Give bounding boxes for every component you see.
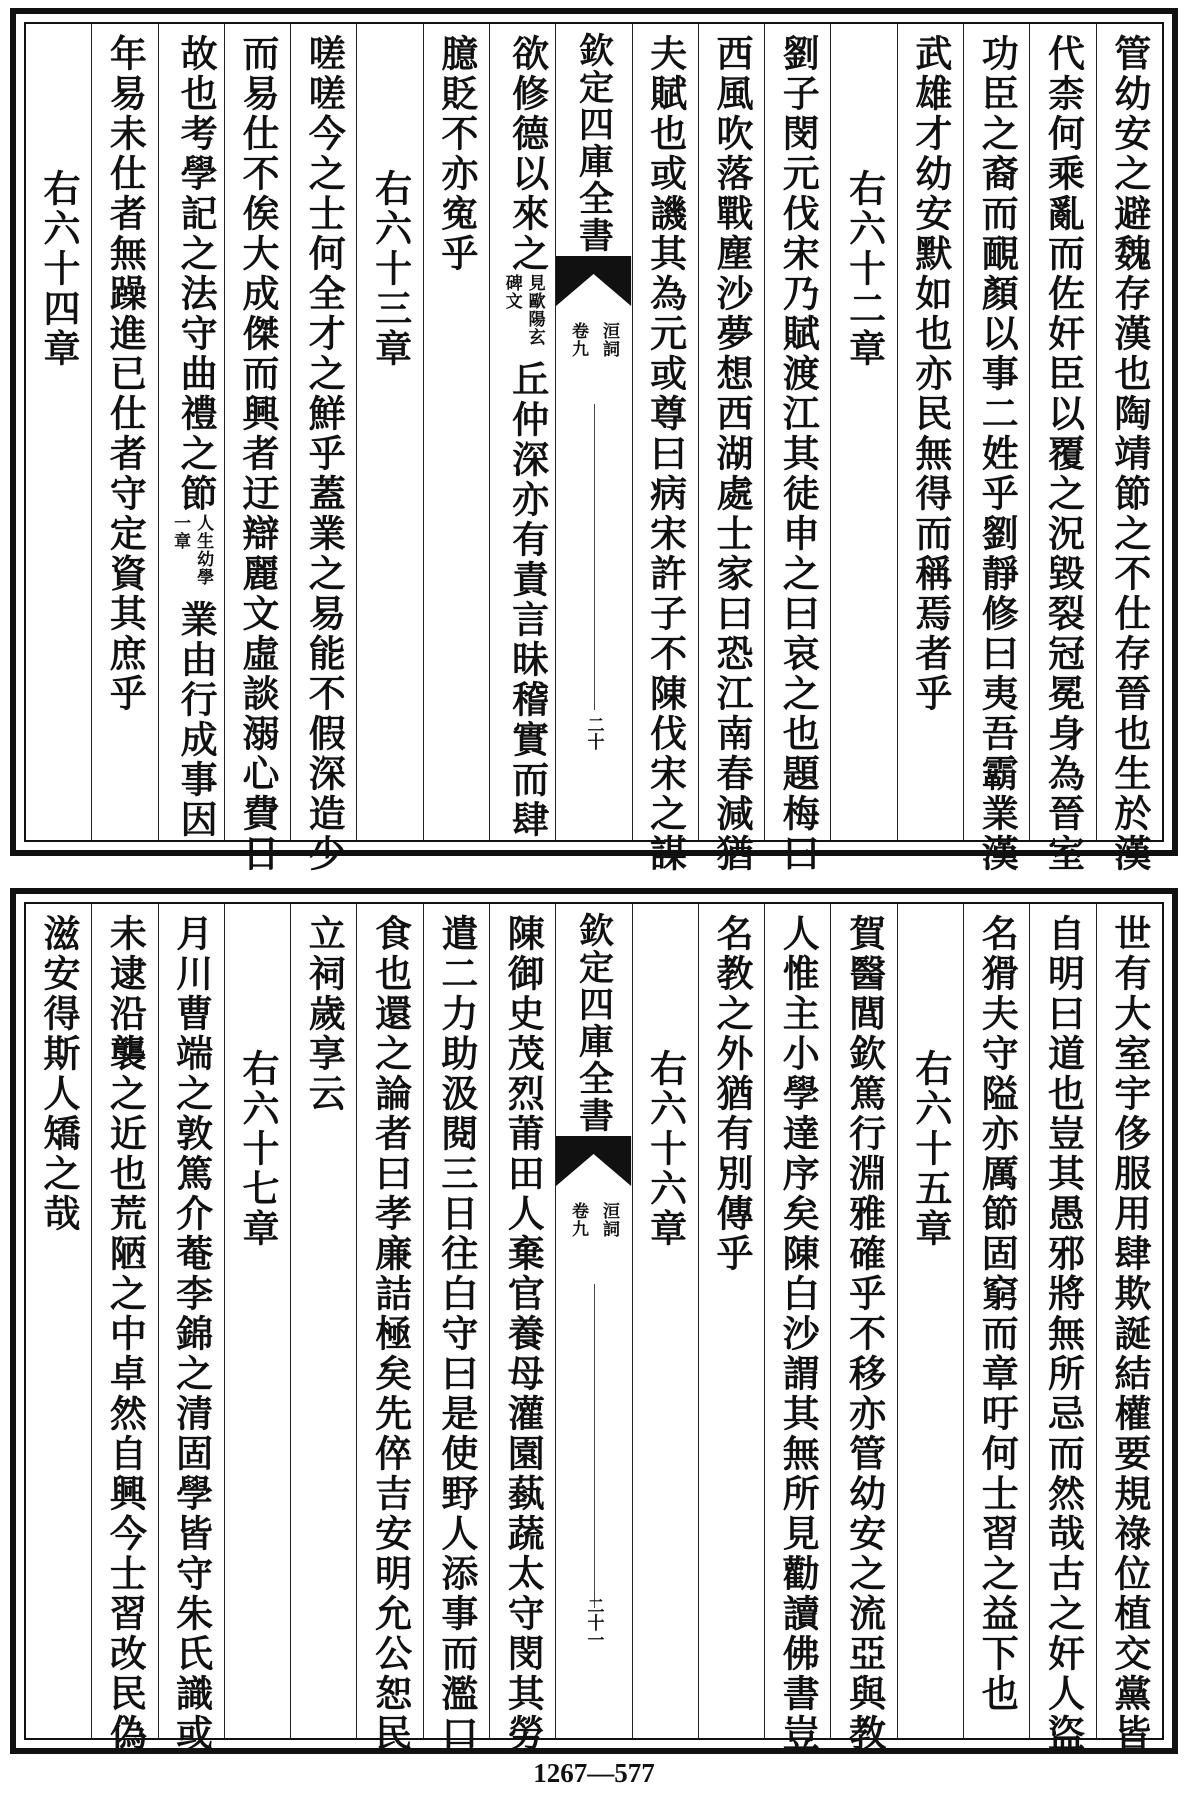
page-banner (555, 904, 631, 1738)
chapter-marker-column (632, 904, 698, 1738)
fishtail-ornament (556, 1136, 631, 1186)
column-text: 武雄才幼安默如也亦民無得而稱焉者乎 (908, 34, 953, 714)
page-banner (555, 24, 631, 840)
text-column (963, 24, 1029, 874)
text-column (224, 24, 290, 874)
chapter-marker-column (224, 904, 290, 1738)
column-text: 管幼安之避魏存漢也陶靖節之不仕存晉也生於漢 (1107, 34, 1152, 874)
interlinear-note: 見歐陽玄碑文 (501, 274, 545, 346)
text-column (897, 24, 963, 840)
text-column (764, 24, 830, 874)
bottom-page-columns (26, 904, 1162, 1754)
banner-center-rule (594, 1284, 595, 1608)
text-column (423, 24, 489, 840)
column-text: 名教之外猶有別傳乎 (709, 914, 754, 1274)
text-column (1096, 904, 1162, 1754)
text-column (1096, 24, 1162, 874)
chapter-marker: 右六十四章 (37, 169, 82, 369)
banner-book-name: 洹詞 (598, 322, 619, 358)
chapter-marker-column (897, 904, 963, 1738)
interlinear-note: 人生幼學一章 (170, 514, 214, 586)
banner-volume: 卷九 (567, 322, 588, 358)
text-column (698, 904, 764, 1738)
column-text: 故也考學記之法守曲禮之節 (174, 34, 219, 514)
folio-number: 二十 (583, 716, 604, 750)
column-text: 欲修德以來之 (505, 34, 550, 274)
folio-number: 二十一 (583, 1597, 604, 1648)
chapter-marker-column (830, 24, 896, 840)
column-text: 月川曹端之敦篤介菴李錦之清固學皆守朱氏識或 (169, 914, 214, 1754)
fishtail-ornament (556, 256, 631, 306)
banner-section (556, 1202, 631, 1238)
column-text: 食也還之論者曰孝廉詰極矣先倅吉安明允公恕民 (368, 914, 413, 1754)
column-text: 立祠歲享云 (302, 914, 347, 1114)
column-text: 陳御史茂烈莆田人棄官養母灌園蓺蔬太守閔其勞 (501, 914, 546, 1754)
banner-folio (556, 1597, 631, 1648)
top-page-inner-border (24, 22, 1164, 874)
column-text: 人惟主小學達序矣陳白沙謂其無所見勸讀佛書豈 (776, 914, 821, 1754)
column-text: 臆貶不亦寃乎 (434, 34, 479, 274)
text-column (290, 24, 356, 874)
text-column (290, 904, 356, 1738)
text-column (91, 24, 157, 840)
column-text: 滋安得斯人矯之哉 (37, 914, 82, 1234)
column-text: 夫賦也或譏其為元或尊曰病宋許子不陳伐宋之謀 (643, 34, 688, 874)
column-text: 而易仕不俟大成傑而興者迂辯麗文虛談溺心費日 (235, 34, 280, 874)
top-page-columns (26, 24, 1162, 874)
text-column (489, 904, 555, 1754)
column-text: 劉子閔元伐宋乃賦渡江其徒申之曰哀之也題梅曰 (776, 34, 821, 874)
chapter-marker-column (26, 24, 91, 840)
chapter-marker: 右六十六章 (643, 1049, 688, 1249)
top-page-frame (10, 8, 1178, 874)
banner-title-text: 欽定四庫全書 (573, 912, 615, 1134)
chapter-marker: 右六十二章 (842, 169, 887, 369)
column-text: 賀醫閭欽篤行淵雅確乎不移亦管幼安之流亞與教 (842, 914, 887, 1754)
banner-section (556, 322, 631, 358)
bottom-page-inner-border (24, 902, 1164, 1754)
text-column (830, 904, 896, 1754)
column-text: 名猾夫守隘亦厲節固窮而章吁何士習之益下也 (975, 914, 1020, 1714)
banner-volume: 卷九 (567, 1202, 588, 1238)
column-text: 世有大室宇侈服用肆欺誕結權要規祿位植交黨皆 (1107, 914, 1152, 1754)
column-text: 西風吹落戰塵沙夢想西湖處士家曰恐江南春減猶 (709, 34, 754, 874)
column-text: 功臣之裔而靦顏以事二姓乎劉靜修曰夷吾霸業漢 (975, 34, 1020, 874)
text-column (963, 904, 1029, 1738)
column-text: 未逮沿襲之近也荒陋之中卓然自興今士習改民偽 (103, 914, 148, 1754)
text-with-note (500, 34, 550, 840)
banner-book-name: 洹詞 (598, 1202, 619, 1238)
column-text: 遣二力助汲閱三日往白守曰是使野人添事而濫口 (434, 914, 479, 1754)
text-column (698, 24, 764, 874)
chapter-marker: 右六十五章 (908, 1049, 953, 1249)
column-text: 年易未仕者無躁進已仕者守定資其庶乎 (103, 34, 148, 714)
banner-folio (556, 716, 631, 750)
column-text: 丘仲深亦有責言昧稽實而肆 (505, 360, 550, 840)
banner-title (556, 912, 631, 1134)
text-column (26, 904, 91, 1738)
text-column (356, 904, 422, 1754)
text-column (158, 904, 224, 1754)
column-text: 代柰何乘亂而佐奸臣以覆之況毀裂冠冕身為晉室 (1041, 34, 1086, 874)
text-column (423, 904, 489, 1754)
text-column (1029, 904, 1095, 1754)
text-column (489, 24, 555, 840)
banner-center-rule (594, 404, 595, 710)
text-column (1029, 24, 1095, 874)
column-text: 業由行成事因 (174, 600, 219, 840)
chapter-marker: 右六十三章 (368, 169, 413, 369)
text-column (632, 24, 698, 874)
banner-title (556, 32, 631, 254)
chapter-marker-column (356, 24, 422, 840)
column-text: 嗟嗟今之士何全才之鮮乎蓋業之易能不假深造少 (302, 34, 347, 874)
text-with-note (168, 34, 219, 840)
text-column (764, 904, 830, 1754)
banner-title-text: 欽定四庫全書 (573, 32, 615, 254)
page-code: 1267—577 (533, 1758, 655, 1788)
chapter-marker: 右六十七章 (235, 1049, 280, 1249)
column-text: 自明曰道也豈其愚邪將無所忌而然哉古之奸人盜 (1041, 914, 1086, 1754)
text-column (158, 24, 224, 840)
text-column (91, 904, 157, 1754)
bottom-page-frame (10, 888, 1178, 1754)
